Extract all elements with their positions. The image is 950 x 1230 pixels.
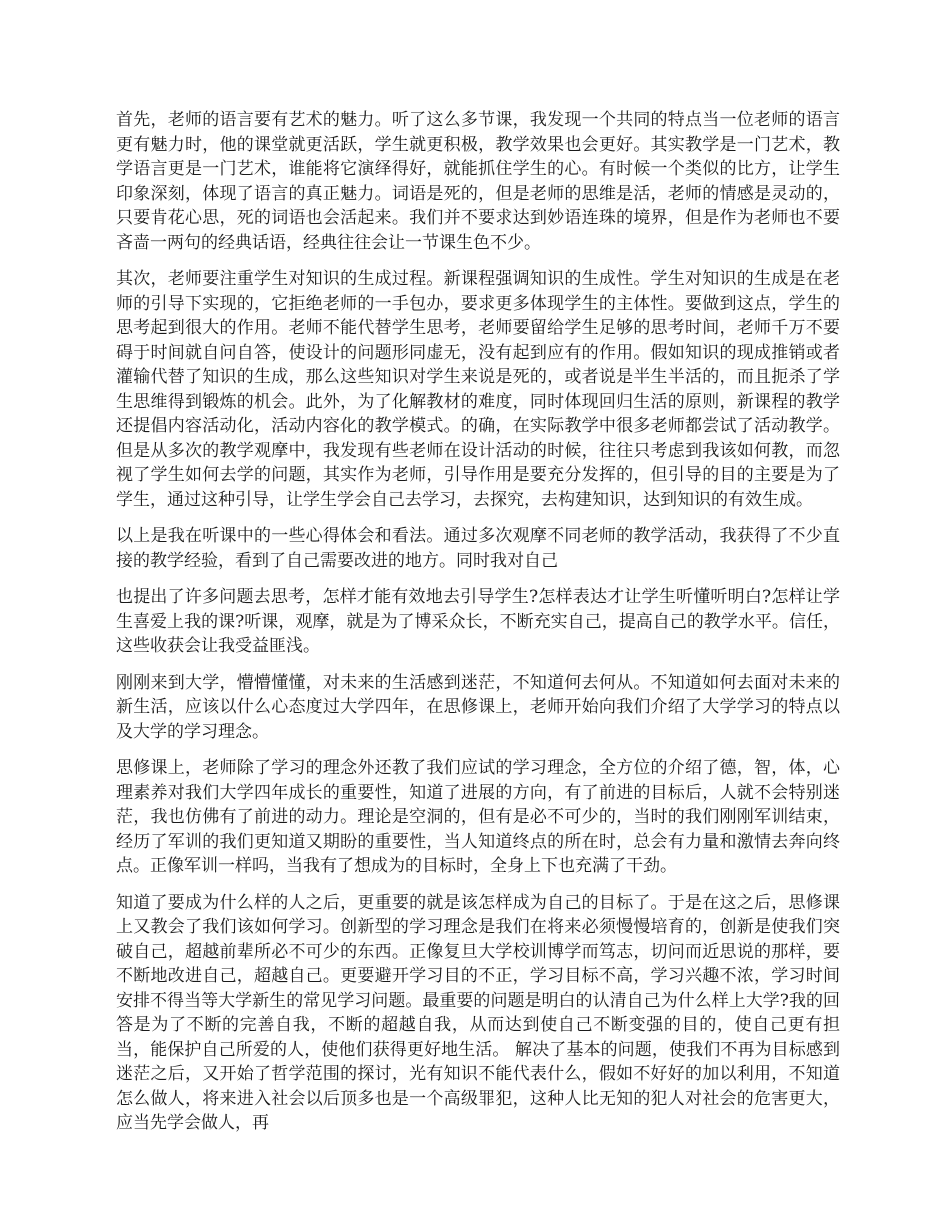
paragraph-3: 以上是我在听课中的一些心得体会和看法。通过多次观摩不同老师的教学活动，我获得了不少直接的教学经验，看到了自己需要改进的地方。同时我对自己 (116, 526, 840, 571)
paragraph-4: 也提出了许多问题去思考，怎样才能有效地去引导学生?怎样表达才让学生听懂听明白?怎样让学生喜爱上我的课?听课，观摩，就是为了博采众长，不断充实自己，提高自己的教学水平。信任，这些收获会让我受益匪浅。 (116, 587, 840, 656)
paragraph-5: 刚刚来到大学，懵懵懂懂，对未来的生活感到迷茫，不知道何去何从。不知道如何去面对未来的新生活，应该以什么心态度过大学四年，在思修课上，老师开始向我们介绍了大学学习的特点以及大学的学习理念。 (116, 672, 840, 742)
document-body (116, 108, 840, 1148)
paragraph-1: 首先，老师的语言要有艺术的魅力。听了这么多节课，我发现一个共同的特点当一位老师的语言更有魅力时，他的课堂就更活跃，学生就更积极，教学效果也会更好。其实教学是一门艺术，教学语言更是一门艺术，谁能将它演绎得好，就能抓住学生的心。有时候一个类似的比方，让学生印象深刻，体现了语言的真正魅力。词语是死的，但是老师的思维是活，老师的情感是灵动的，只要肯花心思，死的词语也会活起来。我们并不要求达到妙语连珠的境界，但是作为老师也不要吝啬一两句的经典话语，经典往往会让一节课生色不少。 (116, 110, 840, 253)
paragraph-6: 思修课上，老师除了学习的理念外还教了我们应试的学习理念，全方位的介绍了德，智，体，心理素养对我们大学四年成长的重要性，知道了进展的方向，有了前进的目标后，人就不会特别迷茫，我也仿佛有了前进的动力。理论是空洞的，但有是必不可少的，当时的我们刚刚军训结束，经历了军训的我们更知道又期盼的重要性，当人知道终点的所在时，总会有力量和激情去奔向终点。正像军训一样吗，当我有了想成为的目标时，全身上下也充满了干劲。 (116, 758, 840, 876)
paragraph-7: 知道了要成为什么样的人之后，更重要的就是该怎样成为自己的目标了。于是在这之后，思修课上又教会了我们该如何学习。创新型的学习理念是我们在将来必须慢慢培育的，创新是使我们突破自己，超越前辈所必不可少的东西。正像复旦大学校训博学而笃志，切问而近思说的那样，要不断地改进自己，超越自己。更要避开学习目的不正，学习目标不高，学习兴趣不浓，学习时间安排不得当等大学新生的常见学习问题。最重要的问题是明白的认清自己为什么样上大学?我的回答是为了不断的完善自我，不断的超越自我，从而达到使自己不断变强的目的，使自己更有担当，能保护自己所爱的人，使他们获得更好地生活。 解决了基本的问题，使我们不再为目标感到迷茫之后，又开始了哲学范围的探讨，光有知识不能代表什么，假如不好好的加以利用，不知道怎么做人，将来进入社会以后顶多也是一个高级罪犯，这种人比无知的犯人对社会的危害更大，应当先学会做人，再 (116, 892, 840, 1133)
paragraph-2: 其次，老师要注重学生对知识的生成过程。新课程强调知识的生成性。学生对知识的生成是在老师的引导下实现的，它拒绝老师的一手包办，要求更多体现学生的主体性。要做到这点，学生的思考起到很大的作用。老师不能代替学生思考，老师要留给学生足够的思考时间，老师千万不要碍于时间就自问自答，使设计的问题形同虚无，没有起到应有的作用。假如知识的现成推销或者灌输代替了知识的生成，那么这些知识对学生来说是死的，或者说是半生半活的，而且扼杀了学生思维得到锻炼的机会。此外，为了化解教材的难度，同时体现回归生活的原则，新课程的教学还提倡内容活动化，活动内容化的教学模式。的确，在实际教学中很多老师都尝试了活动教学。但是从多次的教学观摩中，我发现有些老师在设计活动的时候，往往只考虑到我该如何教，而忽视了学生如何去学的问题，其实作为老师，引导作用是要充分发挥的，但引导的目的主要是为了学生，通过这种引导，让学生学会自己去学习，去探究，去构建知识，达到知识的有效生成。 (116, 269, 840, 510)
